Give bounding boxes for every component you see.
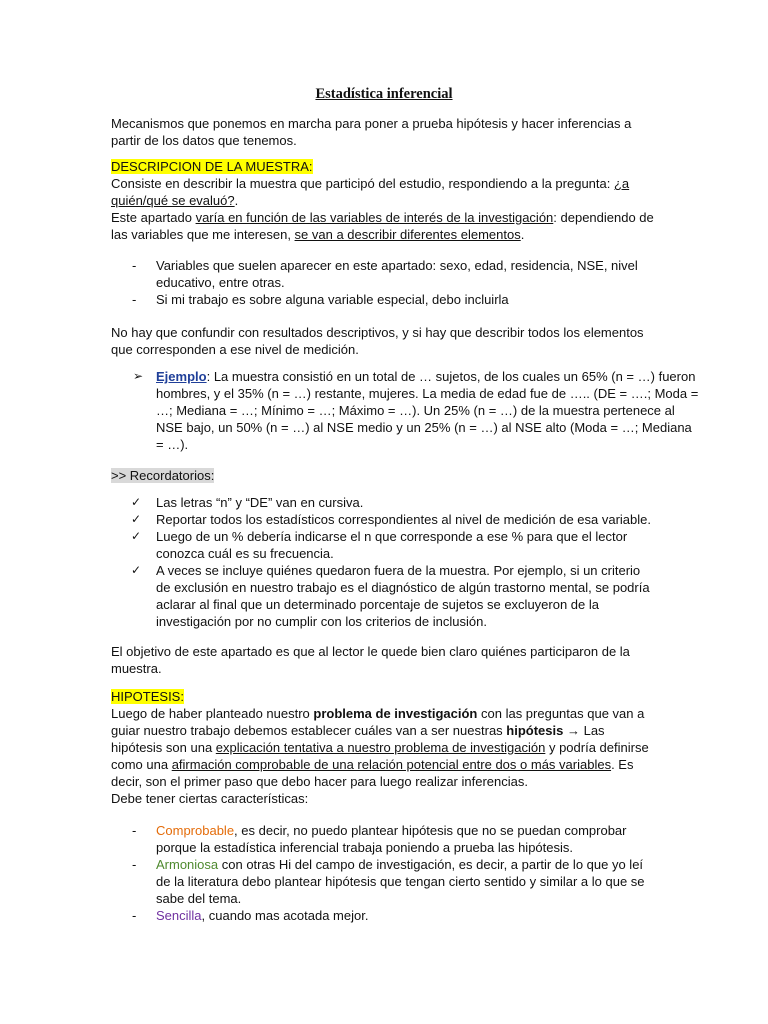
section-description	[111, 158, 656, 243]
description-paragraph-2: Este apartado varía en función de las variables de interés de la investigación: dependiendo de las variables que me interesen, se van a describir diferentes elementos.	[111, 210, 654, 242]
reminders-heading-line	[111, 467, 656, 484]
section-heading-hypothesis: HIPOTESIS:	[111, 689, 184, 704]
question-underlined: ¿a quién/qué se evaluó?	[111, 176, 630, 208]
reminders-heading: >> Recordatorios:	[111, 468, 215, 483]
intro-paragraph: Mecanismos que ponemos en marcha para poner a prueba hipótesis y hacer inferencias a partir de los datos que tenemos.	[111, 116, 632, 148]
dash-icon: -	[132, 258, 137, 273]
example-label: Ejemplo	[156, 369, 207, 384]
section-hypothesis	[111, 688, 656, 807]
arrow-bullet-icon: ➢	[133, 369, 144, 383]
section-heading-description: DESCRIPCION DE LA MUESTRA:	[111, 159, 313, 174]
example-block: ➢ Ejemplo: La muestra consistió en un total de … sujetos, de los cuales un 65% (n = …) fueron hombres, y el 35% (n = …) restante, mujeres. La media de edad fue de ….. (DE = ….; Moda = …; Mediana = …; Mínimo = …; Máximo = …). Un 25% (n = …) de la muestra pertenece al NSE bajo, un 50% (n = …) al NSE medio y un 25% (n = …) al NSE alto (Moda = …; Mediana = …).	[133, 369, 699, 452]
list-item: ✓ Reportar todos los estadísticos correspondientes al nivel de medición de esa variable.	[131, 512, 651, 527]
list-item: - Armoniosa con otras Hi del campo de investigación, es decir, a partir de lo que yo leí de la literatura debo plantear hipótesis que tengan cierto sentido y similar a lo que se sabe del tema.	[132, 857, 645, 906]
list-item: - Sencilla, cuando mas acotada mejor.	[132, 908, 369, 923]
checkmark-icon: ✓	[131, 512, 142, 526]
hypothesis-paragraph-1: Luego de haber planteado nuestro problema de investigación con las preguntas que van a guiar nuestro trabajo debemos establecer cuáles van a ser nuestras hipótesis → Las hipótesis son una explicación tentativa a nuestro problema de investigación y podría definirse como una afirmación comprobable de una relación potencial entre dos o más variables. Es decir, son el primer paso que debo hacer para luego realizar inferencias.	[111, 706, 649, 789]
checkmark-icon: ✓	[131, 529, 142, 543]
label-comprobable: Comprobable	[156, 823, 235, 838]
example-text: La muestra consistió en un total de … sujetos, de los cuales un 65% (n = …) fueron hombres, y el 35% (n = …) restante, mujeres. La media de edad fue de ….. (DE = ….; Moda = …; Mediana = …; Mínimo = …; Máximo = …). Un 25% (n = …) de la muestra pertenece al NSE bajo, un 50% (n = …) al NSE medio y un 25% (n = …) al NSE alto (Moda = …; Mediana = …).	[156, 369, 699, 452]
dash-icon: -	[132, 292, 137, 307]
checkmark-icon: ✓	[131, 495, 142, 509]
list-item: - Si mi trabajo es sobre alguna variable especial, debo incluirla	[132, 292, 509, 307]
document-title: Estadística inferencial	[315, 86, 453, 102]
section-objective-paragraph: El objetivo de este apartado es que al lector le quede bien claro quiénes participaron de la muestra.	[111, 644, 630, 676]
list-item: ✓ Las letras “n” y “DE” van en cursiva.	[131, 495, 364, 510]
list-item: - Comprobable, es decir, no puedo plantear hipótesis que no se puedan comprobar porque la estadística inferencial trabaja poniendo a prueba las hipótesis.	[132, 823, 627, 855]
list-item: ✓ Luego de un % debería indicarse el n que corresponde a ese % para que el lector conozca cuál es su frecuencia.	[131, 529, 628, 561]
characteristics-intro: Debe tener ciertas características:	[111, 791, 309, 806]
label-armoniosa: Armoniosa	[156, 857, 219, 872]
dash-icon: -	[132, 908, 137, 923]
label-sencilla: Sencilla	[156, 908, 202, 923]
reminders-check-list	[111, 494, 656, 630]
list-item: - Variables que suelen aparecer en este apartado: sexo, edad, residencia, NSE, nivel educativo, entre otras.	[132, 258, 638, 290]
list-item: ✓ A veces se incluye quiénes quedaron fuera de la muestra. Por ejemplo, si un criterio de exclusión en nuestro trabajo es el diagnóstico de algún trastorno mental, se podría aclarar al final que un determinado porcentaje de sujetos se excluyeron de la investigación por no cumplir con los criterios de inclusión.	[131, 563, 650, 629]
characteristics-list	[111, 822, 656, 924]
descriptive-results-note: No hay que confundir con resultados descriptivos, y si hay que describir todos los elementos que corresponden a ese nivel de medición.	[111, 325, 644, 357]
description-bullet-list	[111, 257, 656, 308]
dash-icon: -	[132, 857, 137, 872]
checkmark-icon: ✓	[131, 563, 142, 577]
description-paragraph-1: Consiste en describir la muestra que participó del estudio, respondiendo a la pregunta: ¿a quién/qué se evaluó?.	[111, 176, 630, 208]
dash-icon: -	[132, 823, 137, 838]
